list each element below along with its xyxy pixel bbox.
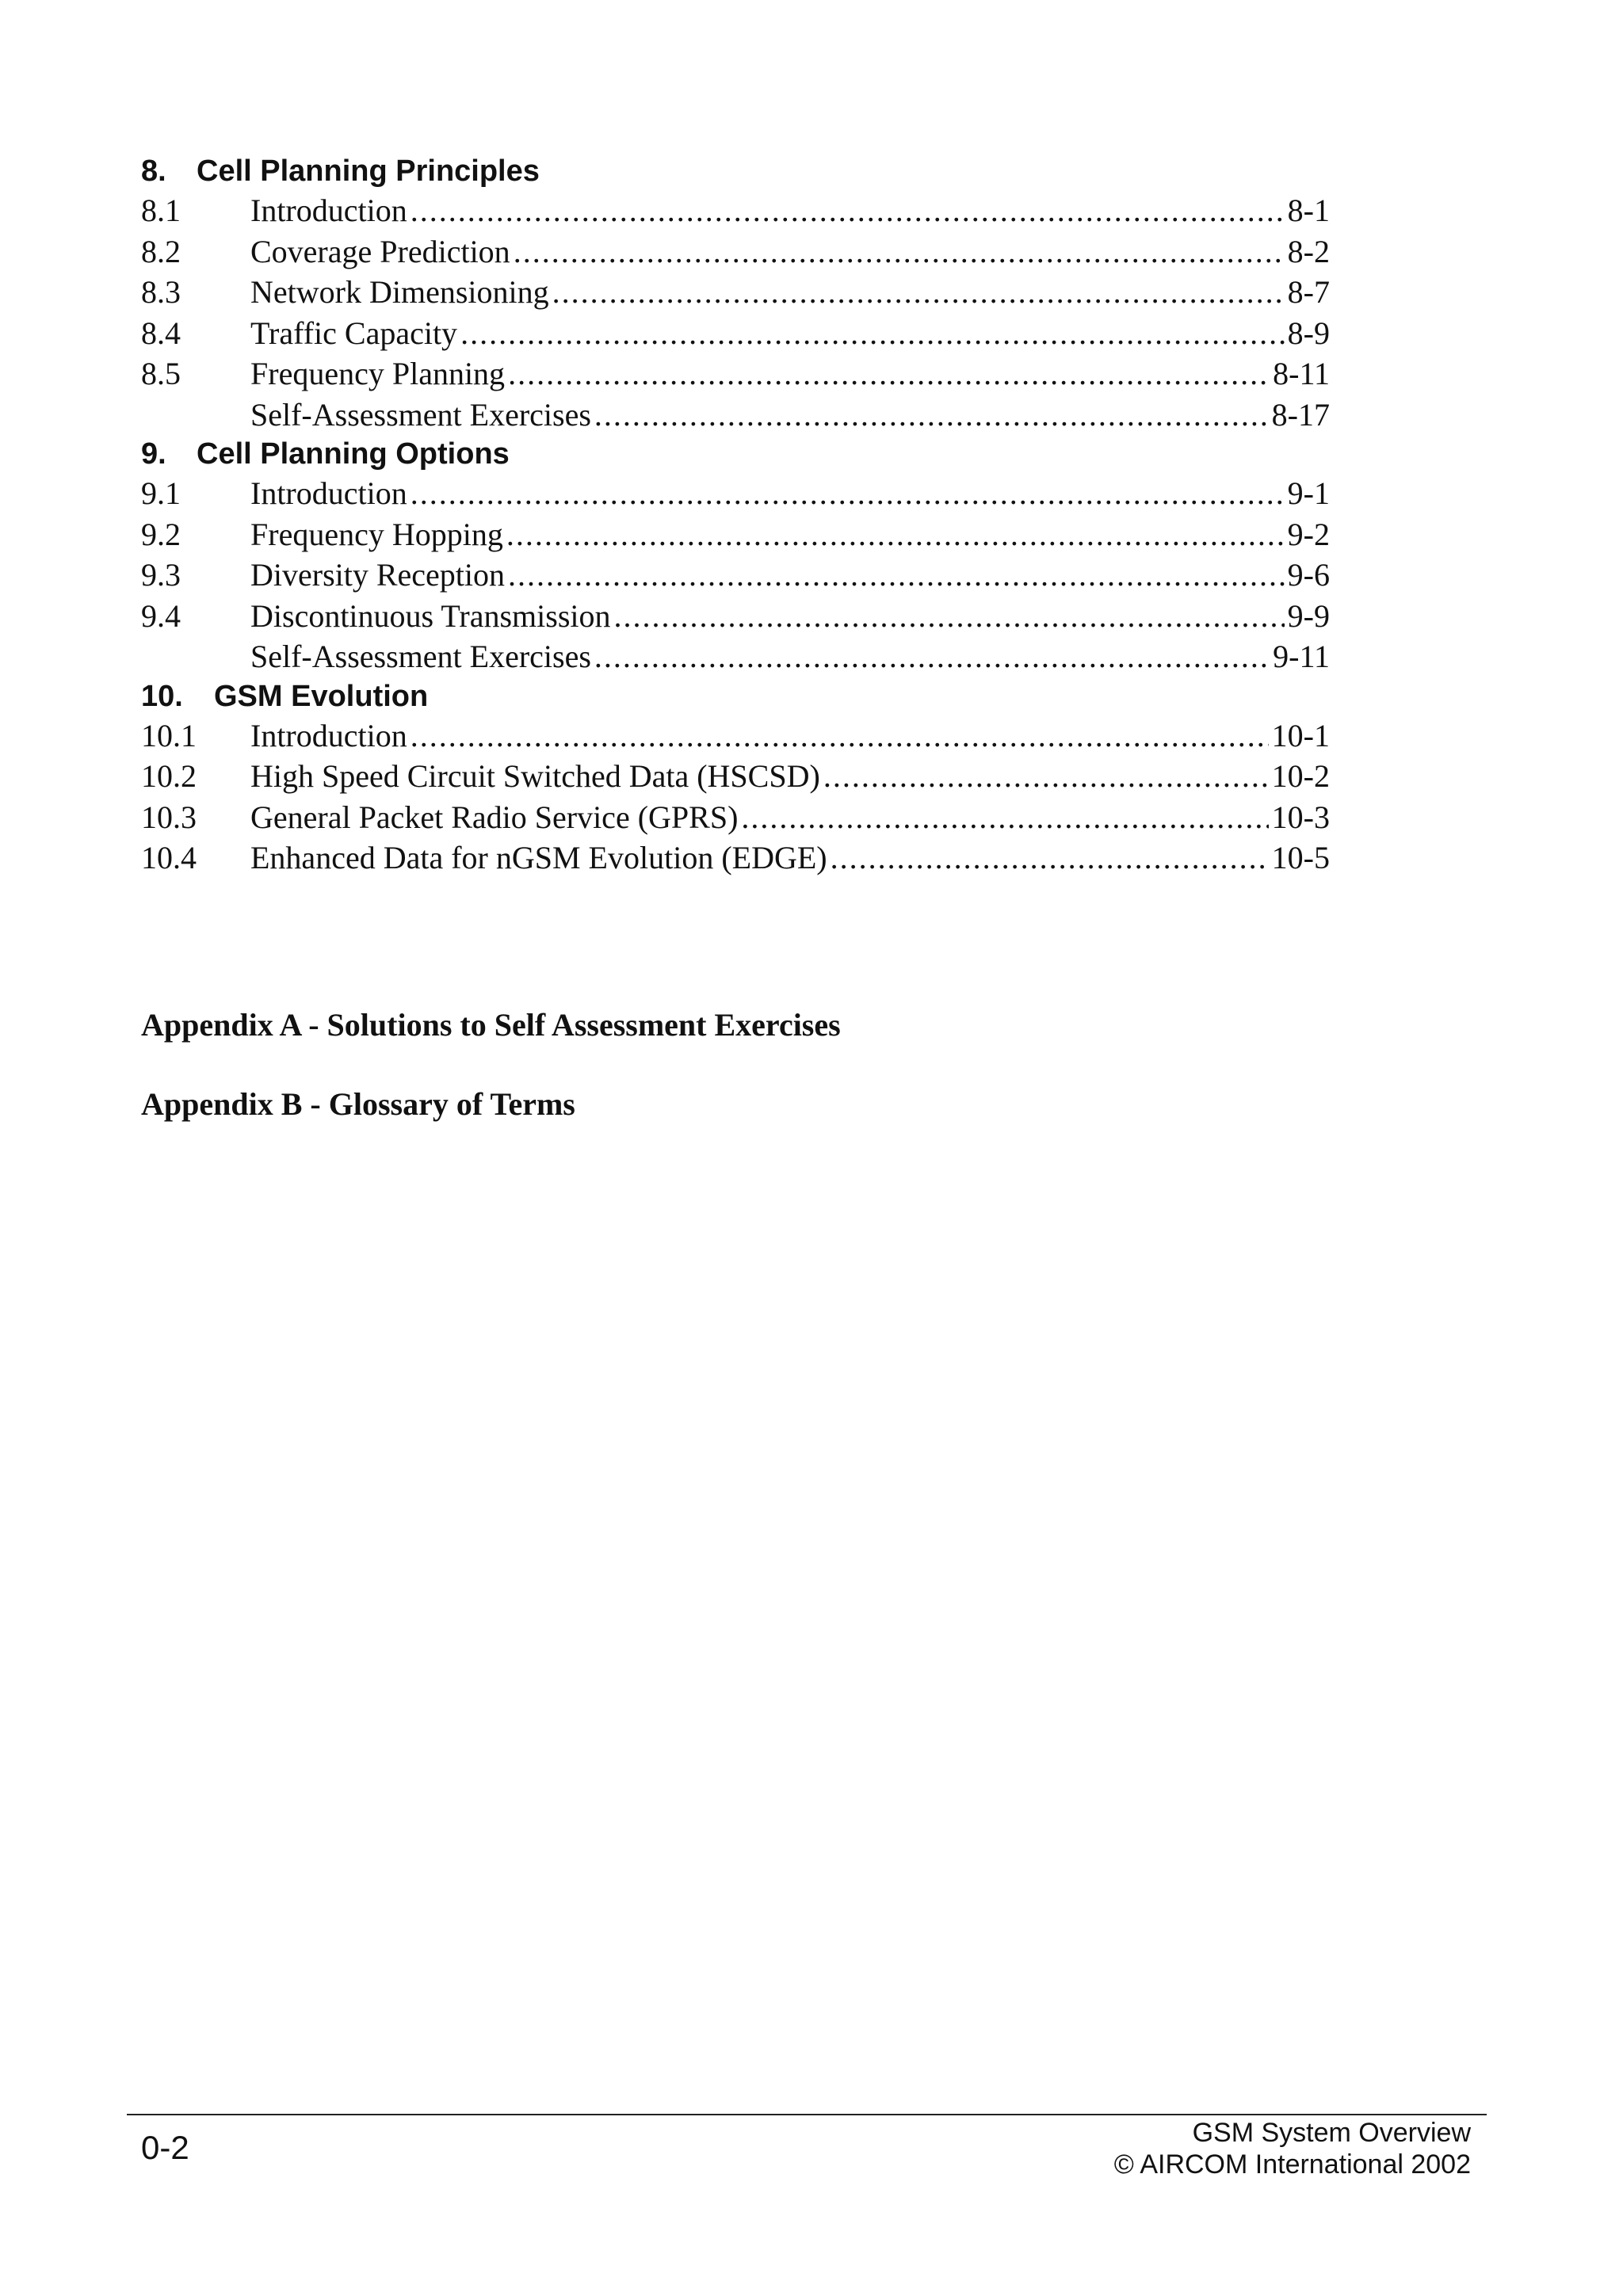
chapter-heading-10: [141, 677, 1330, 715]
dot-leader: [411, 190, 1285, 231]
chapter-title: Cell Planning Options: [197, 437, 510, 471]
dot-leader: [460, 313, 1285, 354]
page-ref: 10-1: [1271, 717, 1330, 753]
page-ref: 9-9: [1287, 597, 1330, 634]
chapter-number: 8.: [141, 154, 166, 188]
section-title: Self-Assessment Exercises: [250, 396, 591, 433]
page-ref: 10-3: [1271, 799, 1330, 835]
section-title: High Speed Circuit Switched Data (HSCSD): [250, 758, 820, 794]
page-ref: 8-9: [1287, 315, 1330, 351]
section-number: 8.1: [141, 193, 181, 228]
footer-divider: [127, 2114, 1487, 2115]
footer-doc-title: GSM System Overview: [1192, 2118, 1471, 2148]
toc-entry: [141, 596, 1330, 637]
section-number: 9.2: [141, 516, 181, 552]
page-ref: 8-7: [1287, 274, 1330, 310]
section-title: Introduction: [250, 717, 407, 753]
toc-entry: [141, 636, 1330, 677]
dot-leader: [411, 715, 1269, 757]
section-title: Introduction: [250, 475, 407, 511]
toc-entry: [141, 395, 1330, 436]
dot-leader: [741, 797, 1268, 838]
dot-leader: [823, 756, 1269, 797]
dot-leader: [831, 837, 1269, 879]
section-number: 10.2: [141, 758, 197, 794]
section-title: Enhanced Data for nGSM Evolution (EDGE): [250, 840, 827, 875]
chapter-number: 9.: [141, 437, 166, 471]
section-title: Frequency Hopping: [250, 516, 503, 552]
page-ref: 10-5: [1271, 840, 1330, 875]
dot-leader: [514, 231, 1285, 273]
section-number: 10.1: [141, 717, 197, 753]
footer-copyright: © AIRCOM International 2002: [1113, 2149, 1471, 2180]
appendix-a: Appendix A - Solutions to Self Assessment Exercises: [141, 1007, 841, 1043]
dot-leader: [552, 272, 1285, 313]
section-title: Introduction: [250, 193, 407, 228]
page-ref: 10-2: [1271, 758, 1330, 794]
toc-entry: [141, 797, 1330, 838]
dot-leader: [411, 473, 1285, 514]
table-of-contents: [141, 152, 1330, 879]
page-ref: 9-6: [1287, 557, 1330, 593]
footer-page-number: 0-2: [141, 2129, 189, 2166]
toc-entry: [141, 715, 1330, 757]
toc-entry: [141, 353, 1330, 395]
section-title: Self-Assessment Exercises: [250, 639, 591, 674]
appendix-b: Appendix B - Glossary of Terms: [141, 1086, 575, 1122]
page-ref: 9-11: [1273, 639, 1330, 674]
section-number: 9.4: [141, 597, 181, 634]
page-ref: 8-1: [1287, 193, 1330, 228]
toc-entry: [141, 756, 1330, 797]
chapter-title: GSM Evolution: [214, 679, 429, 713]
toc-entry: [141, 837, 1330, 879]
section-number: 8.4: [141, 315, 181, 351]
page-ref: 8-11: [1273, 356, 1330, 391]
footer-info: [1114, 2117, 1471, 2180]
toc-entry: [141, 514, 1330, 555]
dot-leader: [594, 395, 1269, 436]
section-number: 9.3: [141, 557, 181, 593]
chapter-heading-9: [141, 435, 1330, 473]
section-number: 10.4: [141, 840, 197, 875]
section-number: 10.3: [141, 799, 197, 835]
page-ref: 9-2: [1287, 516, 1330, 552]
section-number: 8.2: [141, 233, 181, 269]
dot-leader: [508, 353, 1270, 395]
page-ref: 8-17: [1271, 396, 1330, 433]
toc-entry: [141, 272, 1330, 313]
toc-entry: [141, 555, 1330, 596]
chapter-number: 10.: [141, 679, 183, 713]
dot-leader: [614, 596, 1285, 637]
section-title: Discontinuous Transmission: [250, 597, 611, 634]
chapter-title: Cell Planning Principles: [197, 154, 540, 188]
page-ref: 9-1: [1287, 475, 1330, 511]
toc-entry: [141, 190, 1330, 231]
section-title: Diversity Reception: [250, 557, 506, 593]
chapter-heading-8: [141, 152, 1330, 190]
section-title: Coverage Prediction: [250, 233, 510, 269]
section-title: Network Dimensioning: [250, 274, 549, 310]
toc-entry: [141, 473, 1330, 514]
section-title: Traffic Capacity: [250, 315, 458, 351]
section-title: General Packet Radio Service (GPRS): [250, 799, 739, 835]
toc-entry: [141, 313, 1330, 354]
section-number: 8.3: [141, 274, 181, 310]
section-number: 8.5: [141, 356, 181, 391]
dot-leader: [508, 555, 1285, 596]
toc-entry: [141, 231, 1330, 273]
dot-leader: [506, 514, 1285, 555]
dot-leader: [594, 636, 1270, 677]
section-title: Frequency Planning: [250, 356, 506, 391]
page-ref: 8-2: [1287, 233, 1330, 269]
section-number: 9.1: [141, 475, 181, 511]
